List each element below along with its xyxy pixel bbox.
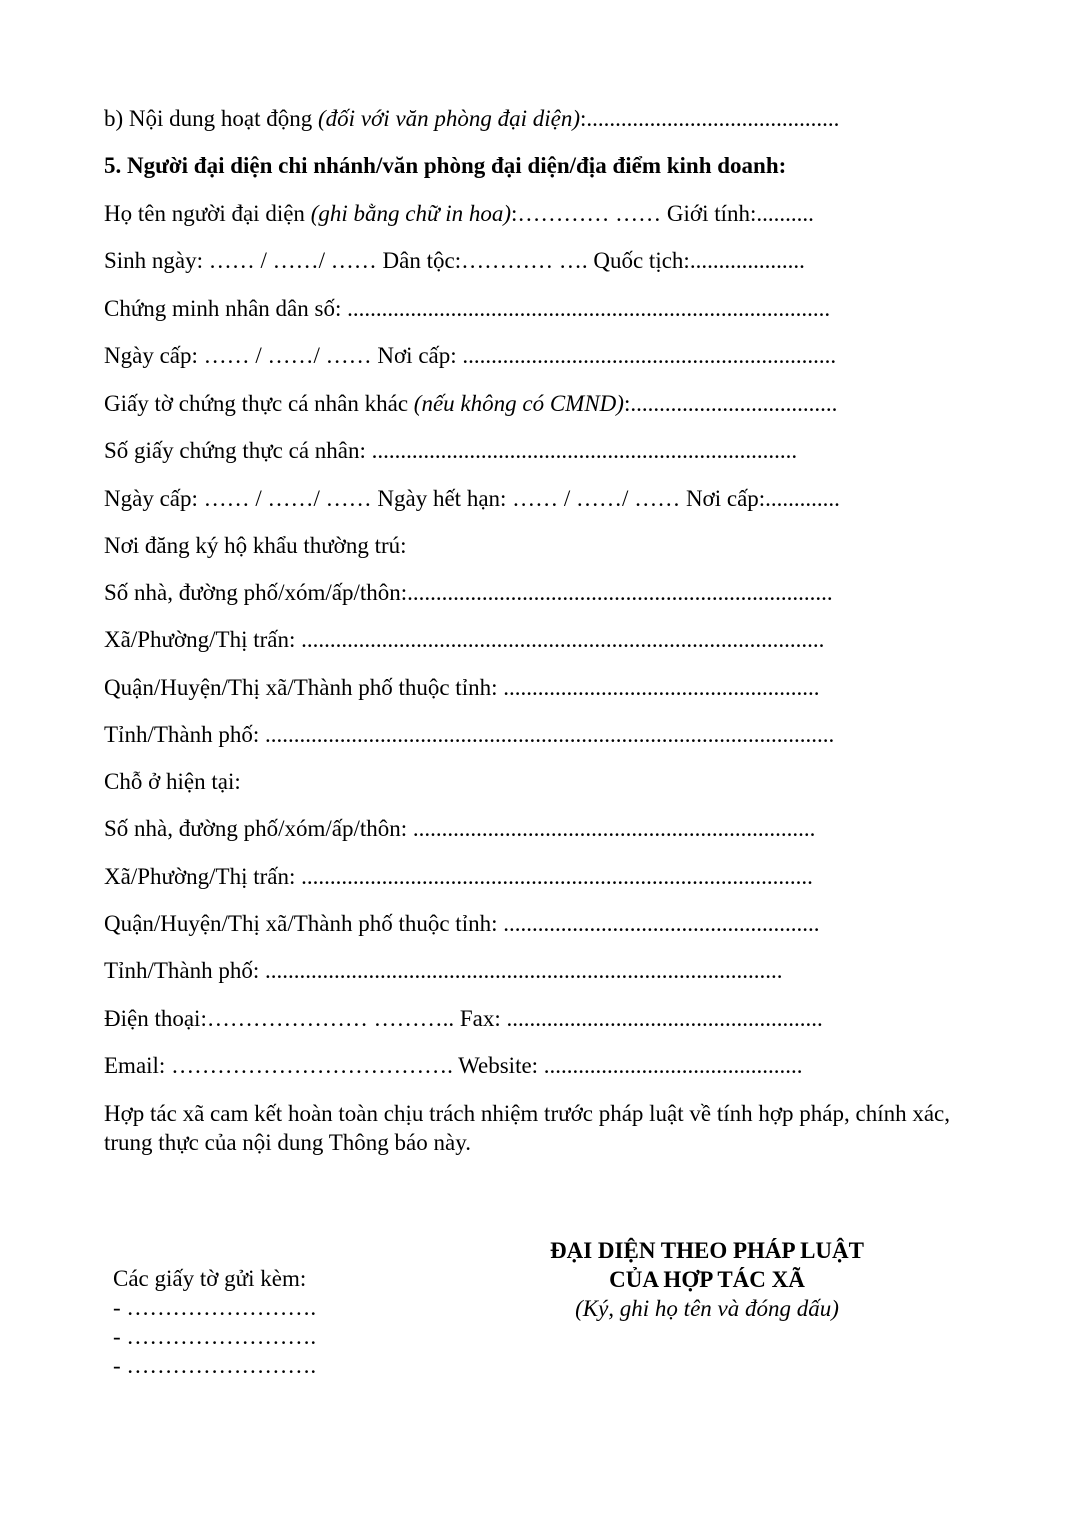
current-street-line: Số nhà, đường phố/xóm/ấp/thôn: ...................................................................... (104, 816, 816, 841)
id-issue-line: Ngày cấp: …… / ……/ …… Nơi cấp: ................................................................. (104, 343, 837, 368)
permanent-residence-heading: Nơi đăng ký hộ khẩu thường trú: (104, 533, 407, 558)
email-website-line: Email: ………………………………. Website: ............................................. (104, 1053, 803, 1078)
id-number-line: Chứng minh nhân dân số: .................................................................................... (104, 296, 831, 321)
document-number-line: Số giấy chứng thực cá nhân: .......................................................................... (104, 438, 798, 463)
full-name-note: (ghi bằng chữ in hoa) (310, 201, 512, 226)
other-document-line (104, 390, 837, 418)
activity-content-label: b) Nội dung hoạt động (104, 106, 319, 131)
document-issue-line: Ngày cấp: …… / ……/ …… Ngày hết hạn: …… / ……/ …… Nơi cấp:............. (104, 486, 840, 511)
signature-block (500, 1236, 914, 1323)
permanent-street-line: Số nhà, đường phố/xóm/ấp/thôn:.......................................................................... (104, 580, 833, 605)
signature-note: (Ký, ghi họ tên và đóng dấu) (575, 1296, 839, 1321)
activity-content-blank: :............................................ (580, 106, 840, 131)
permanent-district-line: Quận/Huyện/Thị xã/Thành phố thuộc tỉnh: ....................................................... (104, 675, 820, 700)
attachment-item: - ……………………. (113, 1295, 317, 1320)
current-province-line: Tỉnh/Thành phố: .......................................................................................... (104, 958, 783, 983)
attachment-item: - ……………………. (113, 1353, 317, 1378)
activity-content-note: (đối với văn phòng đại diện) (318, 106, 581, 131)
permanent-ward-line: Xã/Phường/Thị trấn: ........................................................................................... (104, 627, 825, 652)
permanent-province-line: Tỉnh/Thành phố: ................................................................................................... (104, 722, 835, 747)
full-name-line (104, 200, 814, 228)
full-name-blank: :………… …… Giới tính:.......... (511, 201, 814, 226)
section-5-heading: 5. Người đại diện chi nhánh/văn phòng đại diện/địa điểm kinh doanh: (104, 153, 787, 178)
current-district-line: Quận/Huyện/Thị xã/Thành phố thuộc tỉnh: ....................................................... (104, 911, 820, 936)
signature-title-line-1: ĐẠI DIỆN THEO PHÁP LUẬT (550, 1238, 864, 1263)
other-document-label: Giấy tờ chứng thực cá nhân khác (104, 391, 414, 416)
attachments-block (113, 1264, 316, 1380)
full-name-label: Họ tên người đại diện (104, 201, 311, 226)
birth-date-line: Sinh ngày: …… / ……/ …… Dân tộc:………… …. Quốc tịch:.................... (104, 248, 805, 273)
other-document-blank: :.................................... (623, 391, 838, 416)
other-document-note: (nếu không có CMND) (413, 391, 624, 416)
current-residence-heading: Chỗ ở hiện tại: (104, 769, 241, 794)
phone-fax-line: Điện thoại:………………… ……….. Fax: ....................................................... (104, 1006, 823, 1031)
current-ward-line: Xã/Phường/Thị trấn: ......................................................................................... (104, 864, 813, 889)
commitment-paragraph: Hợp tác xã cam kết hoàn toàn chịu trách nhiệm trước pháp luật về tính hợp pháp, chính xác, trung thực của nội dung Thông báo này. (104, 1101, 951, 1155)
activity-content-line (104, 105, 839, 133)
attachment-item: - ……………………. (113, 1324, 317, 1349)
signature-title-line-2: CỦA HỢP TÁC XÃ (609, 1267, 805, 1292)
attachments-title: Các giấy tờ gửi kèm: (113, 1266, 307, 1291)
